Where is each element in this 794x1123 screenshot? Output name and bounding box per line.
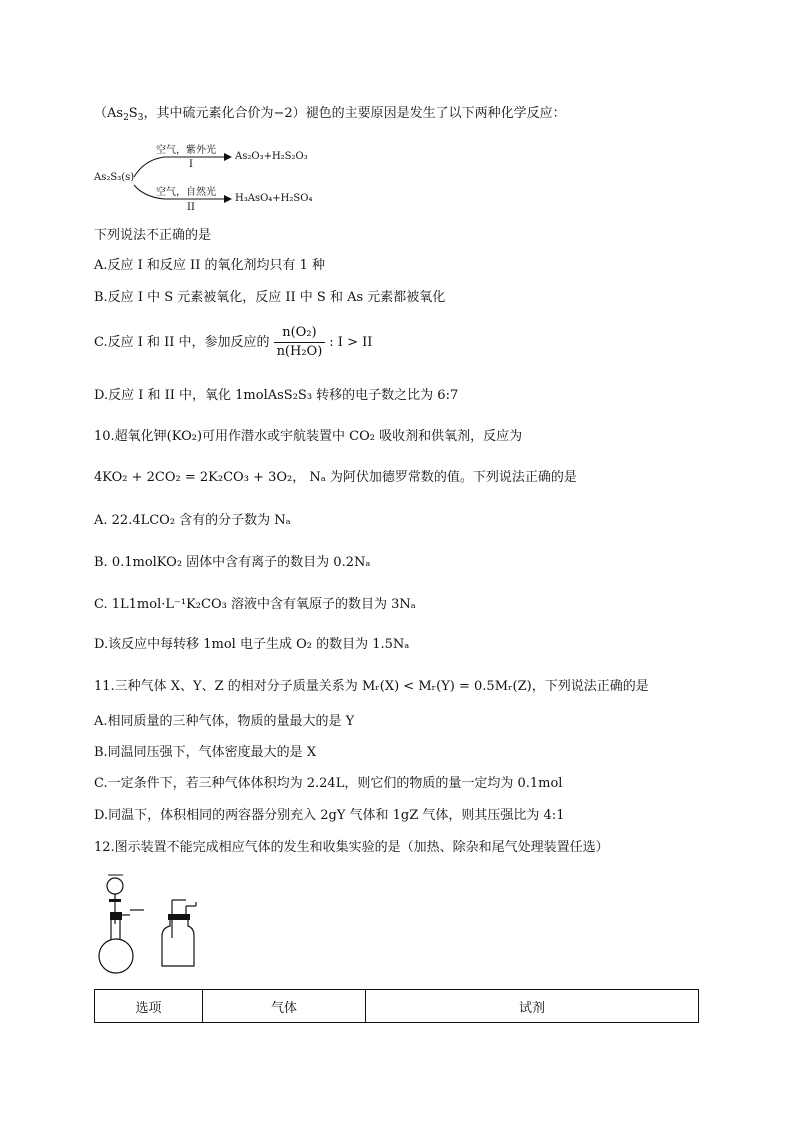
scheme-lower-condition: 空气，自然光 <box>156 187 216 198</box>
q10-option-c: C. 1L1mol·L⁻¹K₂CO₃ 溶液中含有氧原子的数目为 3Nₐ <box>94 597 416 612</box>
q10-option-a: A. 22.4LCO₂ 含有的分子数为 Nₐ <box>94 513 291 528</box>
scheme-lower-product: H₃AsO₄+H₂SO₄ <box>235 193 313 204</box>
header-option: 选项 <box>95 990 203 1023</box>
scheme-lower-number: II <box>187 202 195 213</box>
q9-c-fraction <box>274 324 326 361</box>
gas-collection-bottle <box>160 898 210 968</box>
q9-c-pre: C.反应 I 和 II 中，参加反应的 <box>94 335 270 350</box>
q11-option-c: C.一定条件下，若三种气体体积均为 2.24L，则它们的物质的量一定均为 0.1mol <box>94 776 563 791</box>
q9-c-post: : I > II <box>329 335 373 350</box>
intro-sub1: 2 <box>123 113 129 123</box>
intro-open: （As <box>94 106 124 121</box>
q9-option-a: A.反应 I 和反应 II 的氧化剂均只有 1 种 <box>94 258 325 273</box>
q11-option-a: A.相同质量的三种气体，物质的量最大的是 Y <box>94 714 355 729</box>
intro-rest: ，其中硫元素化合价为−2）褪色的主要原因是发生了以下两种化学反应： <box>143 106 566 121</box>
q9-option-d: D.反应 I 和 II 中，氧化 1molAsS₂S₃ 转移的电子数之比为 6:7 <box>94 388 459 403</box>
q11-option-d: D.同温下，体积相同的两容器分别充入 2gY 气体和 1gZ 气体，则其压强比为 4:1 <box>94 808 565 823</box>
q9-stem: 下列说法不正确的是 <box>94 228 212 243</box>
scheme-upper-product: As₂O₃+H₂S₂O₃ <box>235 151 308 162</box>
q11-stem: 11.三种气体 X、Y、Z 的相对分子质量关系为 Mᵣ(X) < Mᵣ(Y) = 0.5Mᵣ(Z)，下列说法正确的是 <box>94 679 649 694</box>
scheme-upper-condition: 空气，紫外光 <box>156 145 216 156</box>
table-header-row <box>95 990 699 1023</box>
intro-sub2: 3 <box>137 113 144 123</box>
q9-option-c <box>94 320 372 366</box>
header-reagent: 试剂 <box>366 990 699 1023</box>
q10-line2: 4KO₂ + 2CO₂ = 2K₂CO₃ + 3O₂， Nₐ 为阿伏加德罗常数的值。下列说法正确的是 <box>94 470 577 485</box>
q11-option-b: B.同温同压强下，气体密度最大的是 X <box>94 745 317 760</box>
header-gas: 气体 <box>203 990 366 1023</box>
options-table <box>94 989 699 1023</box>
q10-option-b: B. 0.1molKO₂ 固体中含有离子的数目为 0.2Nₐ <box>94 555 371 570</box>
q12-stem: 12.图示装置不能完成相应气体的发生和收集实验的是（加热、除杂和尾气处理装置任选） <box>94 840 609 855</box>
q9-c-denominator: n(H₂O) <box>276 344 323 359</box>
intro-line <box>94 104 566 128</box>
intro-s: S <box>128 106 138 121</box>
q10-option-d: D.该反应中每转移 1mol 电子生成 O₂ 的数目为 1.5Nₐ <box>94 637 410 652</box>
scheme-upper-number: I <box>189 159 193 170</box>
scheme-reactant: As₂S₃(s) <box>94 172 135 183</box>
q9-option-b: B.反应 I 中 S 元素被氧化，反应 II 中 S 和 As 元素都被氧化 <box>94 290 446 305</box>
q9-c-numerator: n(O₂) <box>274 324 326 343</box>
reaction-scheme <box>94 135 354 220</box>
q10-line1: 10.超氧化钾(KO₂)可用作潜水或宇航装置中 CO₂ 吸收剂和供氧剂，反应为 <box>94 429 523 444</box>
